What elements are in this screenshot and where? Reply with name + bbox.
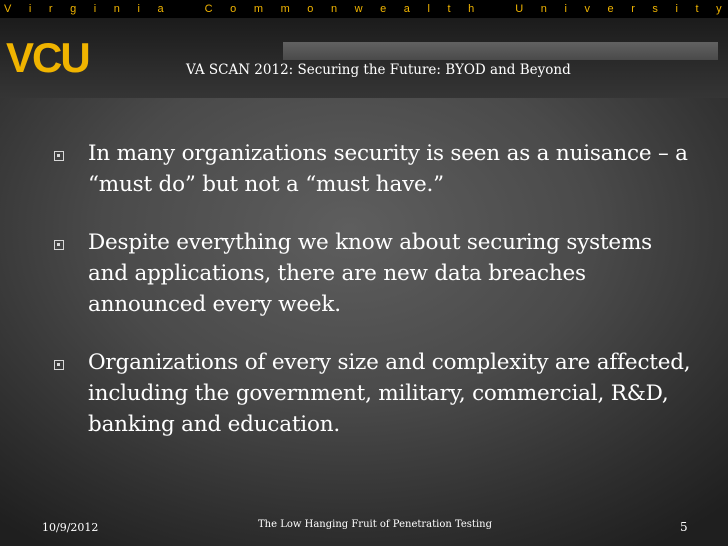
top-bar-letter: a	[157, 3, 164, 15]
top-bar-letter: m	[253, 3, 264, 15]
checkbox-bullet-icon	[54, 151, 64, 161]
top-bar-letter: g	[70, 3, 77, 15]
top-bar-letter: m	[280, 3, 290, 15]
top-bar-letter: i	[137, 3, 140, 15]
top-bar-letter: i	[564, 3, 567, 15]
top-bar-letter: r	[48, 3, 53, 15]
top-bar-letter: V	[4, 3, 12, 15]
top-bar-letter: l	[427, 3, 430, 15]
university-name-bar	[0, 0, 728, 18]
top-bar-letter: e	[607, 3, 614, 15]
top-bar-letter: i	[675, 3, 678, 15]
checkbox-bullet-icon	[54, 240, 64, 250]
slide-title: VA SCAN 2012: Securing the Future: BYOD and Beyond	[186, 62, 571, 78]
top-bar-letter: n	[540, 3, 547, 15]
top-bar-letter: C	[204, 3, 213, 15]
top-bar-letter: o	[307, 3, 314, 15]
top-bar-letter: r	[631, 3, 635, 15]
top-bar-letter: a	[403, 3, 410, 15]
top-bar-letter: h	[468, 3, 475, 15]
bullet-text: Organizations of every size and complexity are affected, including the government, military, commercial, R&D, banking and education.	[88, 350, 691, 437]
footer-presentation-title: The Low Hanging Fruit of Penetration Testing	[258, 519, 492, 530]
slide-number: 5	[680, 520, 688, 534]
bullet-item	[42, 138, 692, 200]
top-bar-letter: i	[93, 3, 97, 15]
top-bar-letter: t	[447, 3, 451, 15]
top-bar-letter: s	[652, 3, 658, 15]
top-bar-letter: n	[330, 3, 338, 15]
top-bar-letter: y	[716, 3, 722, 15]
slide-header	[0, 18, 728, 98]
top-bar-letter: i	[28, 3, 32, 15]
top-bar-letter: o	[230, 3, 237, 15]
top-bar-letter: v	[584, 3, 590, 15]
top-bar-letter: U	[515, 3, 524, 15]
top-bar-letter: n	[113, 3, 120, 15]
footer-date: 10/9/2012	[42, 521, 99, 534]
bullet-item	[42, 347, 692, 440]
header-banner	[283, 42, 718, 60]
bullet-text: Despite everything we know about securing systems and applications, there are new data breaches announced every week.	[88, 230, 652, 317]
top-bar-letter: w	[354, 3, 363, 15]
checkbox-bullet-icon	[54, 360, 64, 370]
top-bar-letter: e	[380, 3, 387, 15]
bullet-text: In many organizations security is seen as a nuisance – a “must do” but not a “must have.”	[88, 141, 688, 197]
bullet-list	[42, 138, 692, 467]
bullet-item	[42, 227, 692, 320]
top-bar-letter: t	[695, 3, 699, 15]
vcu-logo: VCU	[6, 34, 89, 81]
